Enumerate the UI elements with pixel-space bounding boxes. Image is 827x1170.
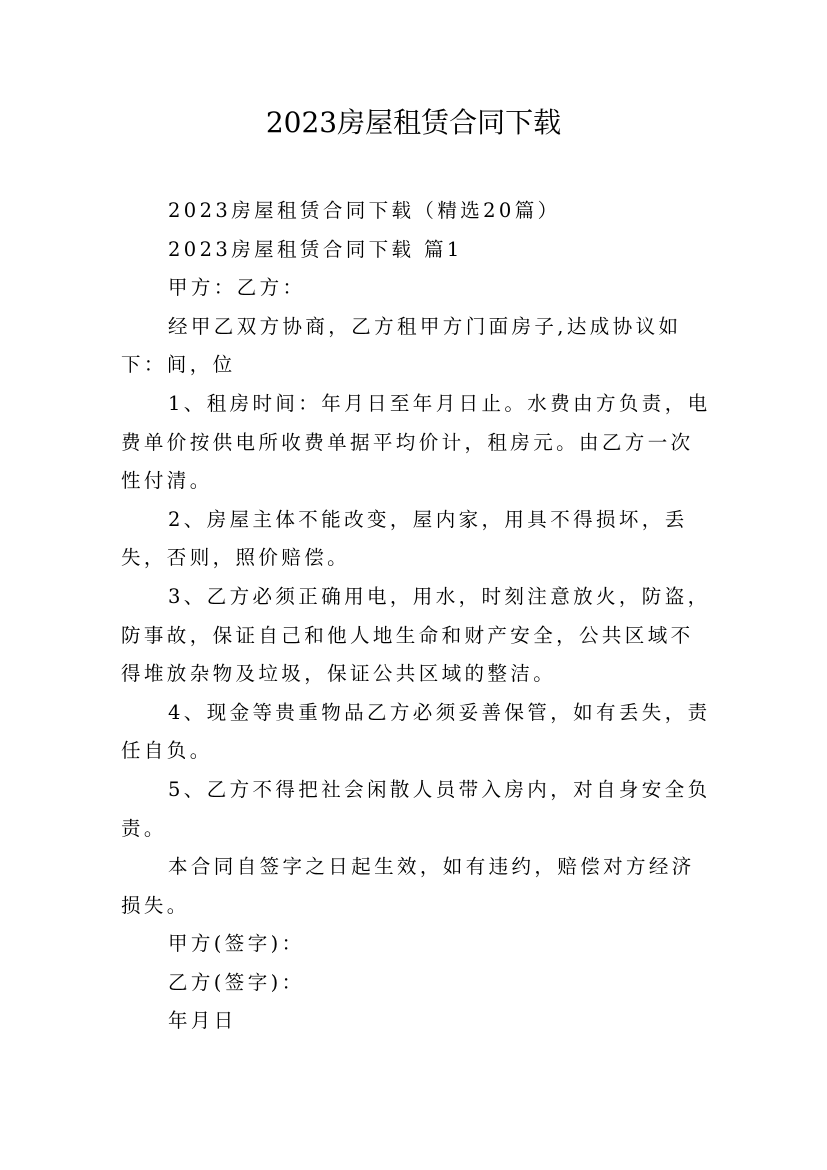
paragraph-parties: 甲方：乙方： xyxy=(168,276,306,300)
paragraph-subtitle: 2023房屋租赁合同下载（精选20篇） xyxy=(168,199,561,222)
signature-party-b: 乙方(签字)： xyxy=(168,970,305,994)
paragraph-clause-4: 4、现金等贵重物品乙方必须妥善保管，如有丢失，责任自负。 xyxy=(121,700,711,763)
paragraph-section-heading: 2023房屋租赁合同下载 篇1 xyxy=(168,237,463,261)
paragraph-clause-3: 3、乙方必须正确用电，用水，时刻注意放火，防盗，防事故，保证自己和他人地生命和财产安全，公共区域不得堆放杂物及垃圾，保证公共区域的整洁。 xyxy=(121,584,711,686)
signature-party-a: 甲方(签字)： xyxy=(168,932,305,956)
paragraph-effective: 本合同自签字之日起生效，如有违约，赔偿对方经济损失。 xyxy=(121,855,695,917)
document-title: 2023房屋租赁合同下载 xyxy=(265,106,562,139)
document-body xyxy=(121,192,711,1041)
paragraph-clause-1: 1、租房时间：年月日至年月日止。水费由方负责，电费单价按供电所收费单据平均价计，租房元。由乙方一次性付清。 xyxy=(121,391,711,493)
paragraph-clause-5: 5、乙方不得把社会闲散人员带入房内，对自身安全负责。 xyxy=(121,777,711,840)
paragraph-clause-2: 2、房屋主体不能改变，屋内家，用具不得损坏，丢失，否则，照价赔偿。 xyxy=(121,507,688,570)
signature-date: 年月日 xyxy=(168,1009,237,1033)
paragraph-intro: 经甲乙双方协商，乙方租甲方门面房子,达成协议如下：间，位 xyxy=(121,314,682,377)
